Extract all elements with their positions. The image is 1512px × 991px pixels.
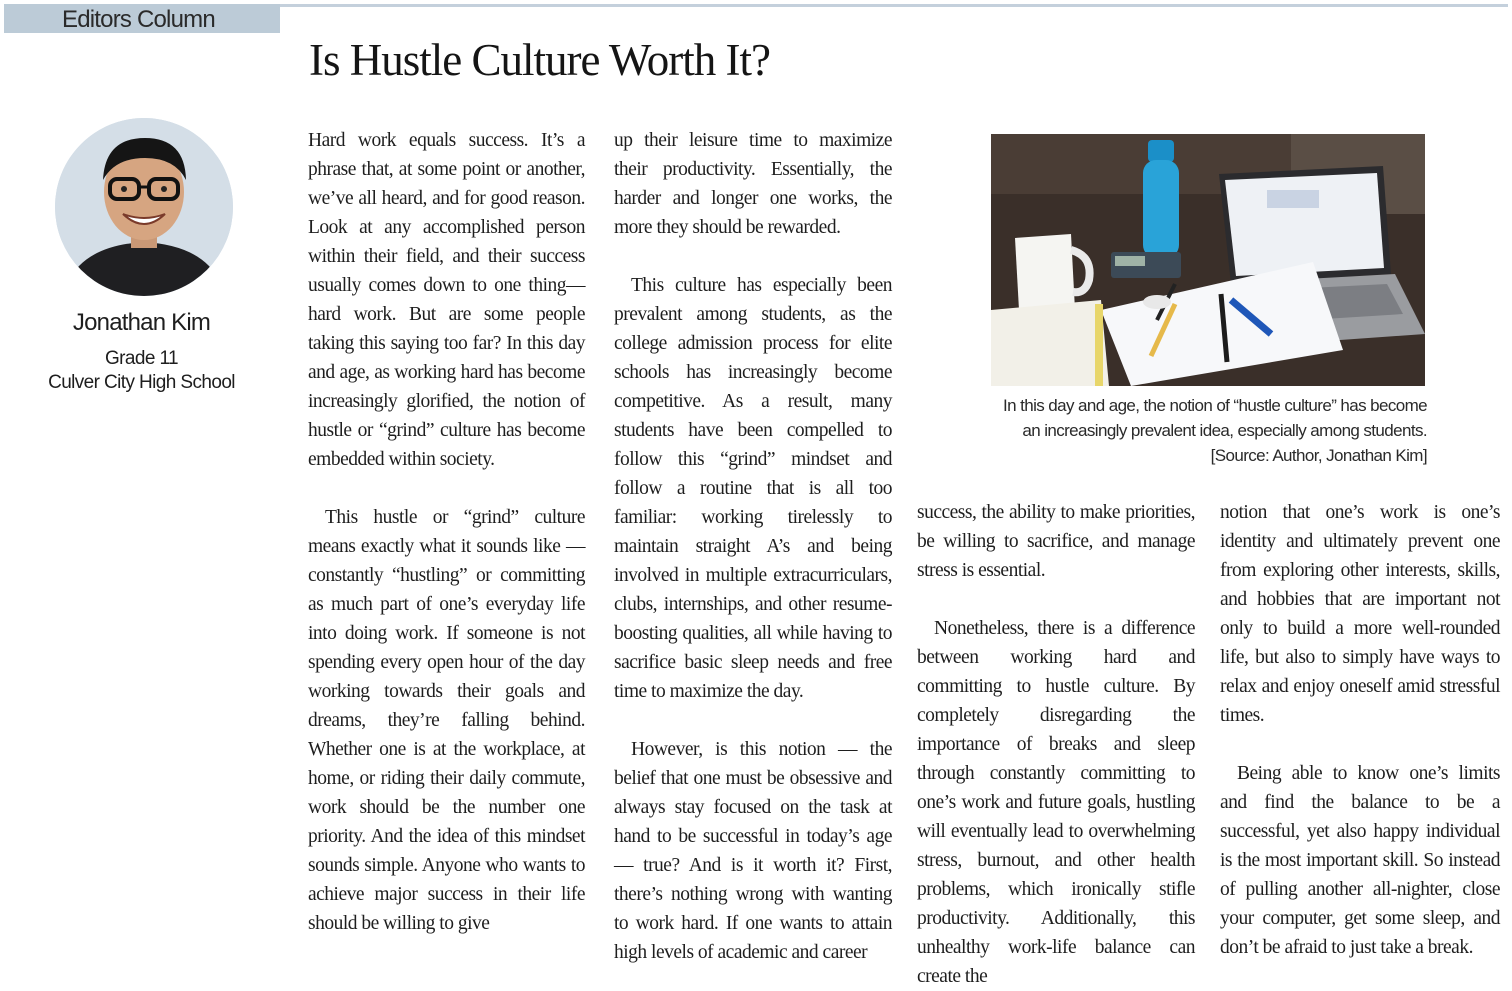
photo-caption (960, 393, 1427, 468)
caption-line: In this day and age, the notion of “hustle culture” has become (1003, 396, 1427, 415)
top-rule (280, 4, 1508, 7)
article-paragraph: Nonetheless, there is a difference between working hard and committing to hustle culture. By completely disregarding the importance of breaks and sleep through constantly committing to one’s work and future goals, hustling will eventually lead to overwhelming stress, burnout, and other health problems, which ironically stifle productivity. Additionally, this unhealthy work-life balance can create the (917, 618, 1195, 987)
author-avatar (55, 118, 233, 296)
article-headline: Is Hustle Culture Worth It? (309, 35, 770, 85)
desk-photo (991, 134, 1425, 386)
article-paragraph: Hard work equals success. It’s a phrase that, at some point or another, we’ve all heard, and for good reason. Look at any accomplished person within their field, and their success usually comes down to one thing— hard work. But are some people taking this saying too far? In this day and age, as working hard has become increasingly glorified, the notion of hustle or “grind” culture has become embedded within society. (308, 130, 585, 470)
article-paragraph: success, the ability to make priorities, be willing to sacrifice, and manage stress is essential. (917, 502, 1195, 581)
article-column-4 (1220, 498, 1500, 962)
article-paragraph: notion that one’s work is one’s identity and ultimately prevent one from exploring other interests, skills, and hobbies that are important not only to build a more well-rounded life, but also to simply have ways to relax and enjoy oneself amid stressful times. (1220, 502, 1500, 726)
section-label: Editors Column (4, 4, 280, 33)
author-grade: Grade 11 (104, 348, 178, 369)
article-paragraph: Being able to know one’s limits and find the balance to be a successful, yet also happy individual is the most important skill. So instead of pulling another all-nighter, close your computer, get some sleep, and don’t be afraid to just take a break. (1220, 763, 1500, 958)
article-paragraph: However, is this notion — the belief that one must be obsessive and always stay focused on the task at hand to be successful in today’s age — true? And is it worth it? First, there’s nothing wrong with wanting to work hard. If one wants to attain high levels of academic and career (614, 739, 892, 963)
caption-line: an increasingly prevalent idea, especially among students. (1022, 421, 1427, 440)
article-paragraph: This hustle or “grind” culture means exactly what it sounds like — constantly “hustling” or committing as much part of one’s everyday life into doing work. If someone is not spending every open hour of the day working towards their goals and dreams, they’re falling behind. Whether one is at the workplace, at home, or riding their daily commute, work should be the number one priority. And the idea of this mindset sounds simple. Anyone who wants to achieve major success in their life should be willing to give (308, 507, 585, 934)
author-name: Jonathan Kim (72, 309, 211, 336)
article-column-1 (308, 126, 585, 938)
caption-line: [Source: Author, Jonathan Kim] (1210, 446, 1427, 465)
author-school: Culver City High School (48, 372, 235, 393)
article-paragraph: up their leisure time to maximize their productivity. Essentially, the harder and longer one works, the more they should be rewarded. (614, 130, 892, 238)
article-paragraph: This culture has especially been prevalent among students, as the college admission process for elite schools has increasingly become competitive. As a result, many students have been compelled to follow this “grind” mindset and follow a routine that is all too familiar: working tirelessly to maintain straight A’s and being involved in multiple extracurriculars, clubs, internships, and other resume-boosting qualities, all while having to sacrifice basic sleep needs and free time to maximize the day. (614, 275, 892, 702)
article-column-3 (917, 498, 1195, 991)
article-column-2 (614, 126, 892, 967)
